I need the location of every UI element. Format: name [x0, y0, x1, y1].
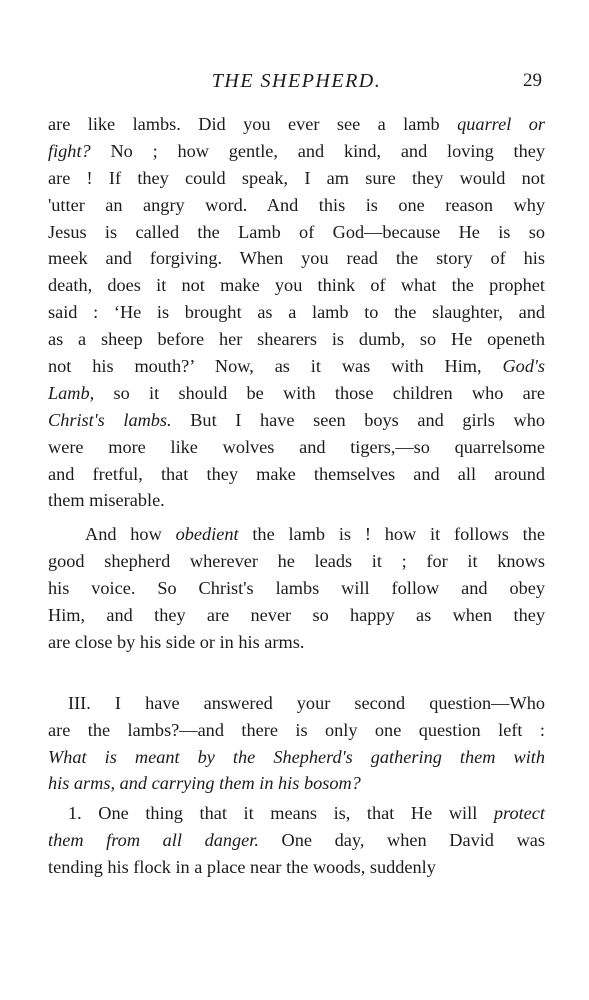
text-run: death, does it not make you think of what the prophet	[48, 275, 545, 296]
text-run: One day, when David was	[258, 830, 545, 851]
text-line	[48, 854, 545, 881]
body-text	[48, 111, 545, 881]
text-run: are ! If they could speak, I am sure they would not	[48, 167, 545, 188]
text-run: And how	[85, 524, 176, 545]
italic-text: them from all danger.	[48, 830, 259, 851]
text-run: tending his flock in a place near the woods, suddenly	[48, 857, 436, 878]
italic-text: protect	[493, 803, 545, 824]
text-line	[48, 602, 545, 629]
text-run: as a sheep before her shearers is dumb, so He openeth	[48, 329, 545, 350]
text-line	[48, 326, 545, 353]
text-line	[48, 111, 545, 138]
text-run: 1. One thing that it means is, that He will	[68, 803, 494, 824]
text-line	[48, 575, 545, 602]
text-line	[48, 192, 545, 219]
italic-text: obedient	[175, 524, 239, 545]
text-run: meek and forgiving. When you read the story of his	[48, 248, 545, 269]
page-header	[48, 70, 545, 96]
text-line	[48, 690, 545, 717]
page-number: 29	[523, 70, 542, 91]
text-run: 'utter an angry word. And this is one reason why	[48, 194, 545, 215]
text-run: and fretful, that they make themselves and all around	[48, 463, 545, 484]
text-line	[48, 548, 545, 575]
text-run: Jesus is called the Lamb of God—because He is so	[48, 221, 545, 242]
italic-text: fight?	[48, 140, 91, 161]
text-run: said : ‘He is brought as a lamb to the slaughter, and	[48, 302, 545, 323]
italic-text: quarrel or	[457, 114, 545, 134]
text-run: them miserable.	[48, 490, 165, 511]
text-line	[48, 521, 545, 548]
italic-text: his arms, and carrying them in his bosom?	[48, 773, 361, 794]
italic-text: Lamb,	[48, 382, 95, 403]
text-run: his voice. So Christ's lambs will follow and obey	[48, 578, 545, 599]
text-line	[48, 380, 545, 407]
text-line	[48, 407, 545, 434]
text-line	[48, 353, 545, 380]
text-line	[48, 629, 545, 656]
text-run: are like lambs. Did you ever see a lamb	[48, 114, 458, 134]
text-run: good shepherd wherever he leads it ; for it knows	[48, 551, 545, 572]
text-line	[48, 770, 545, 797]
text-run: the lamb is ! how it follows the	[238, 524, 545, 545]
paragraph	[48, 690, 545, 798]
text-line	[48, 717, 545, 744]
text-line	[48, 827, 545, 854]
text-run: so it should be with those children who are	[94, 382, 545, 403]
italic-text: What is meant by the Shepherd's gathering them with	[48, 746, 545, 767]
text-run: were more like wolves and tigers,—so quarrelsome	[48, 436, 545, 457]
paragraph	[48, 111, 545, 514]
text-line	[48, 434, 545, 461]
italic-text: God's	[502, 356, 545, 377]
text-run: III. I have answered your second question—Who	[68, 692, 545, 713]
text-run: But I have seen boys and girls who	[171, 409, 545, 430]
running-title: THE SHEPHERD.	[211, 70, 382, 92]
text-line	[48, 272, 545, 299]
paragraph	[48, 521, 545, 655]
text-line	[48, 800, 545, 827]
text-line	[48, 165, 545, 192]
text-line	[48, 219, 545, 246]
text-line	[48, 138, 545, 165]
paragraph	[48, 800, 545, 881]
text-run: are close by his side or in his arms.	[48, 631, 305, 652]
text-line	[48, 245, 545, 272]
text-line	[48, 461, 545, 488]
text-run: not his mouth?’ Now, as it was with Him,	[48, 356, 503, 377]
text-line	[48, 744, 545, 771]
text-line	[48, 299, 545, 326]
italic-text: Christ's lambs.	[48, 409, 172, 430]
text-line	[48, 487, 545, 514]
text-run: are the lambs?—and there is only one question left :	[48, 719, 545, 740]
text-run: No ; how gentle, and kind, and loving they	[90, 140, 545, 161]
text-run: Him, and they are never so happy as when they	[48, 605, 545, 626]
